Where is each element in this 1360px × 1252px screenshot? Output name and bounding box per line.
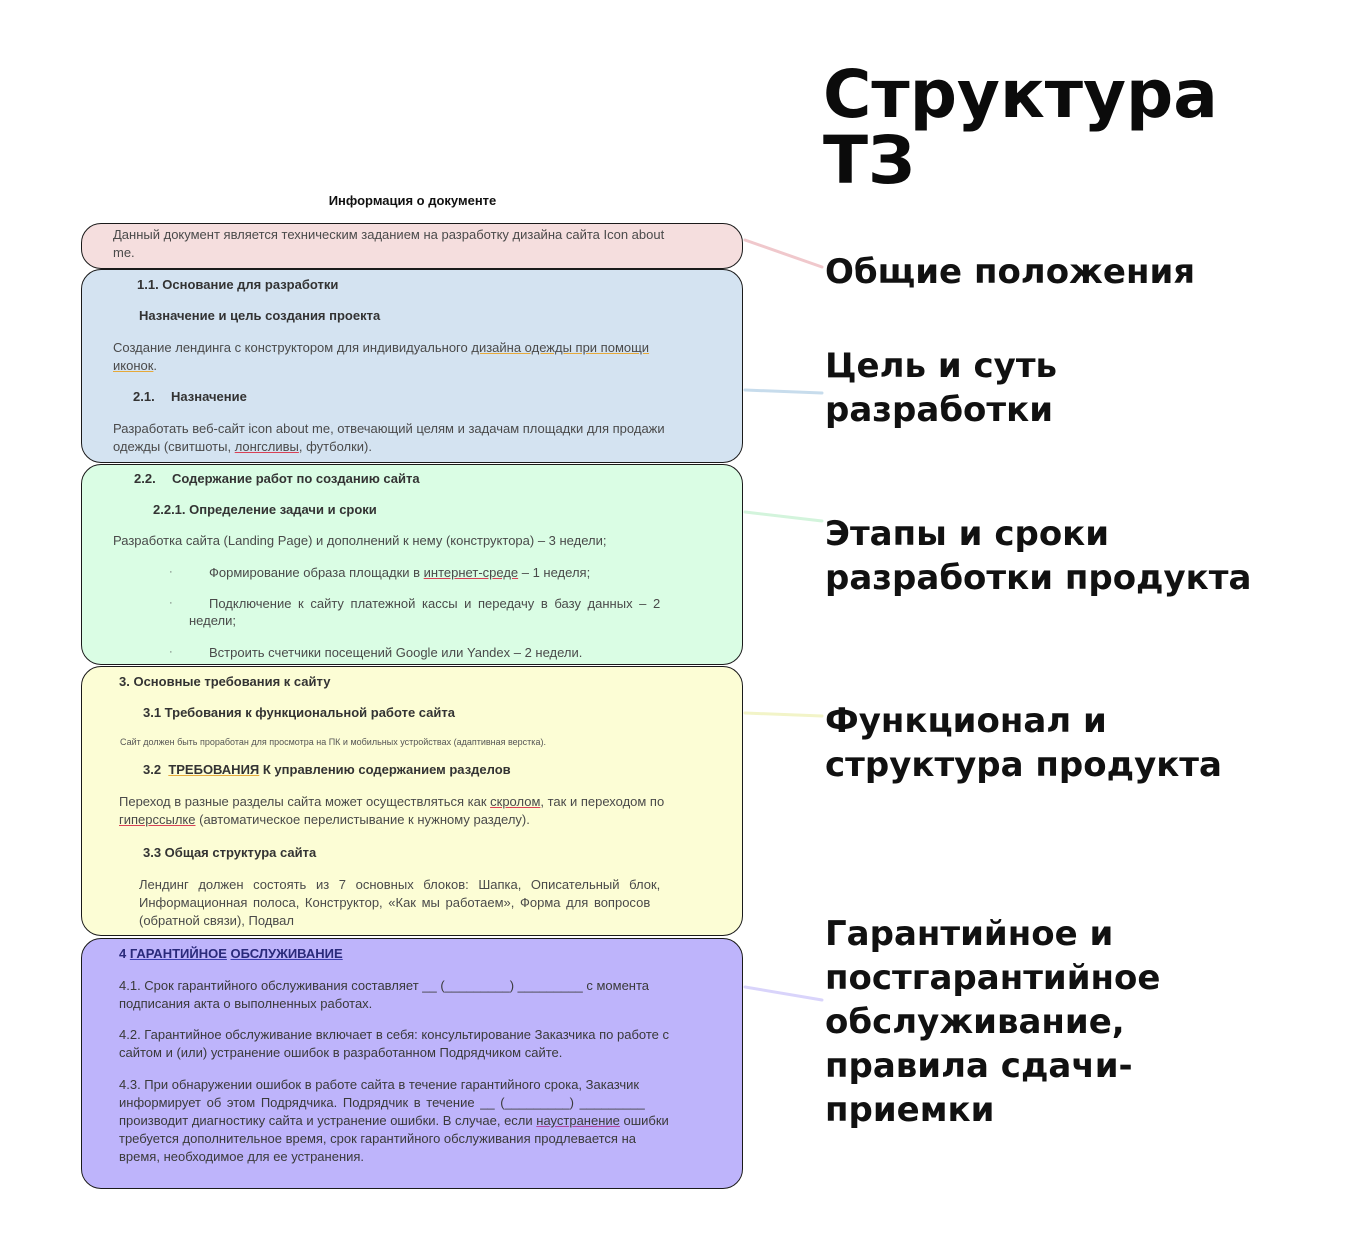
title-line-1: Структура — [823, 56, 1218, 133]
label-functional: Функционал и структура продукта — [825, 701, 1222, 785]
label-general: Общие положения — [825, 252, 1196, 292]
section-purpose: 1.1. Основание для разработки Назначение и цель создания проекта Создание лендинга с конструктором для индивидуального дизайна одежды при помощи иконок. 2.1. Назначение Разработать веб-сайт icon about me, отвечающий целям и задачам площадки для продажи одежды (свитшоты, лонгсливы, футболки). — [81, 269, 743, 463]
title-line-2: ТЗ — [823, 122, 915, 199]
section-general: Данный документ является техническим заданием на разработку дизайна сайта Icon about me. — [81, 223, 743, 269]
document-title: Информация о документе — [328, 193, 497, 208]
section-warranty: 4 ГАРАНТИЙНОЕ ОБСЛУЖИВАНИЕ 4.1. Срок гарантийного обслуживания составляет __ (_________) _________ с момента подписания акта о выполненных работах. 4.2. Гарантийное обслуживание включает в себя: консультирование Заказчика по работе с сайтом и (или) устранение ошибок в разработанном Подрядчиком сайте. 4.3. При обнаружении ошибок в работе сайта в течение гарантийного срока, Заказчик информирует об этом Подрядчика. Подрядчик в течение __ (_________) _________ производит диагностику сайта и устранение ошибки. В случае, если наустранение ошибки требуется дополнительное время, срок гарантийного обслуживания продлевается на время, необходимое для ее устранения. — [81, 938, 743, 1189]
connector-functional — [745, 713, 822, 716]
section-functional: 3. Основные требования к сайту 3.1 Требования к функциональной работе сайта Сайт должен быть проработан для просмотра на ПК и мобильных устройствах (адаптивная верстка). 3.2 ТРЕБОВАНИЯ К управлению содержанием разделов Переход в разные разделы сайта может осуществляться как скролом, так и переходом по гиперссылке (автоматическое перелистывание к нужному разделу). 3.3 Общая структура сайта Лендинг должен состоять из 7 основных блоков: Шапка, Описательный блок, Информационная полоса, Конструктор, «Как мы работаем», Форма для вопросов (обратной связи), Подвал — [81, 666, 743, 936]
connector-warranty — [745, 987, 822, 1000]
connector-stages — [745, 512, 822, 521]
connector-general — [745, 240, 822, 267]
connector-purpose — [745, 390, 822, 393]
label-warranty: Гарантийное и постгарантийное обслуживание, правила сдачи- приемки — [825, 914, 1161, 1130]
label-stages: Этапы и сроки разработки продукта — [825, 514, 1252, 598]
section-stages: 2.2. Содержание работ по созданию сайта 2.2.1. Определение задачи и сроки Разработка сайта (Landing Page) и дополнений к нему (конструктора) – 3 недели; · Формирование образа площадки в интернет-среде – 1 неделя; · Подключение к сайту платежной кассы и передачу в базу данных – 2 недели; · Встроить счетчики посещений Google или Yandex – 2 недели. — [81, 464, 743, 665]
label-purpose: Цель и суть разработки — [825, 346, 1058, 430]
